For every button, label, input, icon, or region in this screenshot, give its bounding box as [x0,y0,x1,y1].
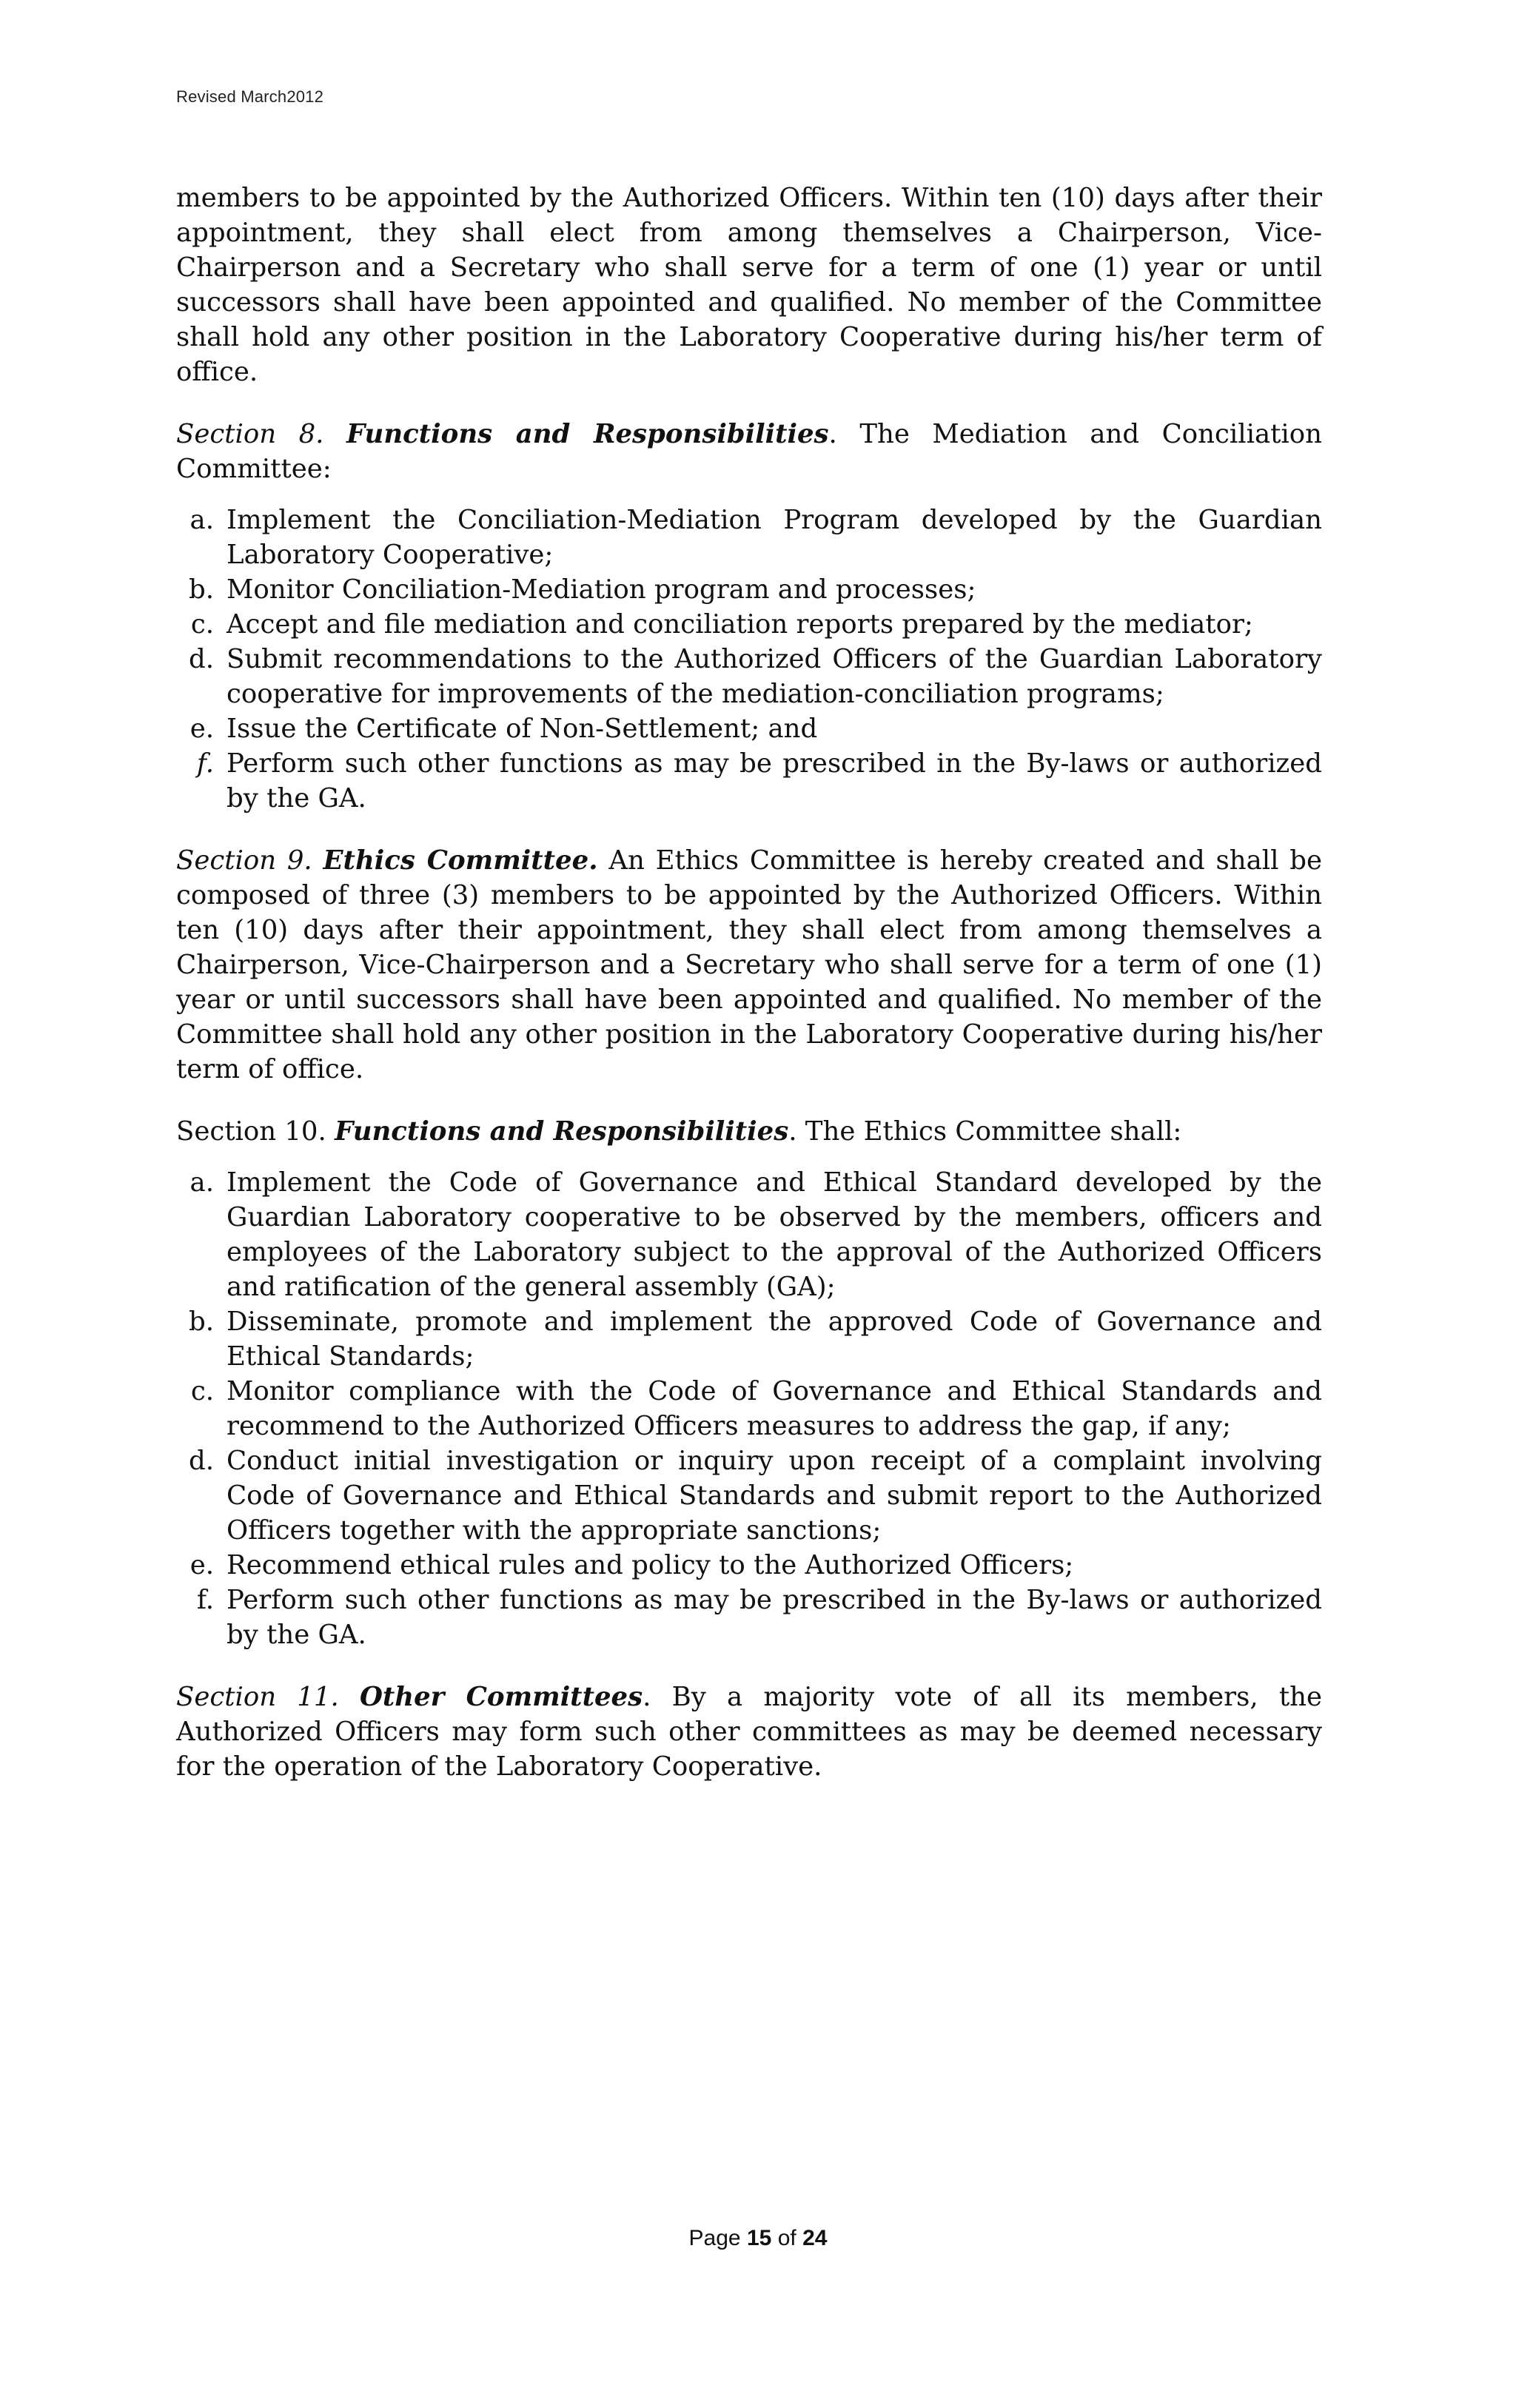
section-8-title: Functions and Responsibilities [346,419,829,449]
section-8-label: Section 8. [176,419,324,449]
of-word: of [777,2226,796,2250]
list-marker: c. [190,1376,214,1406]
list-item [176,1165,1322,1304]
list-marker: f. [196,1585,214,1615]
section-10-intro-text: . The Ethics Committee shall: [788,1116,1182,1147]
list-item-text: Implement the Conciliation-Mediation Program developed by the Guardian Laboratory Cooperative; [227,505,1322,570]
list-item [176,1374,1322,1443]
list-marker: c. [190,609,214,640]
list-item [176,572,1322,607]
section-10-heading [176,1114,1322,1149]
list-item [176,1304,1322,1374]
list-marker: e. [190,1550,214,1580]
list-item-text: Recommend ethical rules and policy to the Authorized Officers; [227,1550,1074,1580]
list-item-text: Disseminate, promote and implement the approved Code of Governance and Ethical Standards; [227,1307,1322,1372]
document-body [176,181,1322,1811]
section-11-paragraph [176,1680,1322,1784]
list-item-text: Perform such other functions as may be prescribed in the By-laws or authorized by the GA. [227,748,1322,814]
section-9-body: An Ethics Committee is hereby created and shall be composed of three (3) members to be appointed by the Authorized Officers. Within ten (10) days after their appointment, they shall elect from among themselves a Chairperson, Vice-Chairperson and a Secretary who shall serve for a term of one (1) year or until successors shall have been appointed and qualified. No member of the Committee shall hold any other position in the Laboratory Cooperative during his/her term of office. [176,845,1322,1084]
list-item [176,642,1322,711]
list-item-text: Issue the Certificate of Non-Settlement; and [227,714,818,744]
section-9-title: Ethics Committee. [323,845,598,876]
list-item-text: Submit recommendations to the Authorized Officers of the Guardian Laboratory cooperative for improvements of the mediation-conciliation programs; [227,644,1322,709]
section-10-label: Section 10. [176,1116,326,1147]
list-marker: a. [190,505,214,535]
section-11-body: . By a majority vote of all its members, the Authorized Officers may form such other committees as may be deemed necessary for the operation of the Laboratory Cooperative. [176,1682,1322,1782]
list-marker: b. [188,1307,214,1337]
section-8-intro-text: . The Mediation and Conciliation Committee: [176,419,1322,484]
list-item [176,746,1322,816]
list-item [176,711,1322,746]
list-item [176,1583,1322,1652]
section-11-title: Other Committees [359,1682,643,1712]
list-marker: d. [188,644,214,674]
section-8-list [176,503,1322,816]
list-marker: e. [190,714,214,744]
section-9-paragraph [176,843,1322,1087]
list-item [176,607,1322,642]
page-word: Page [688,2226,741,2250]
section-11-label: Section 11. [176,1682,339,1712]
section-9-label: Section 9. [176,845,312,876]
list-item-text: Conduct initial investigation or inquiry upon receipt of a complaint involving Code of Governance and Ethical Standards and submit report to the Authorized Officers together with the appropriate sanctions; [227,1446,1322,1546]
list-item-text: Perform such other functions as may be prescribed in the By-laws or authorized by the GA. [227,1585,1322,1650]
section-8-heading [176,417,1322,486]
list-marker: a. [190,1167,214,1198]
current-page: 15 [746,2226,772,2250]
list-item [176,503,1322,572]
list-marker: b. [188,574,214,605]
list-item-text: Monitor compliance with the Code of Governance and Ethical Standards and recommend to the Authorized Officers measures to address the gap, if any; [227,1376,1322,1441]
list-item-text: Accept and file mediation and conciliation reports prepared by the mediator; [227,609,1253,640]
list-marker: f. [196,748,214,779]
list-item-text: Implement the Code of Governance and Ethical Standard developed by the Guardian Laboratory cooperative to be observed by the members, officers and employees of the Laboratory subject to the approval of the Authorized Officers and ratification of the general assembly (GA); [227,1167,1322,1302]
list-item [176,1548,1322,1583]
list-marker: d. [188,1446,214,1476]
total-pages: 24 [802,2226,828,2250]
section-10-title: Functions and Responsibilities [335,1116,789,1147]
revision-note: Revised March2012 [176,87,324,106]
section-10-list [176,1165,1322,1652]
opening-paragraph: members to be appointed by the Authorized Officers. Within ten (10) days after their appointment, they shall elect from among themselves a Chairperson, Vice-Chairperson and a Secretary who shall serve for a term of one (1) year or until successors shall have been appointed and qualified. No member of the Committee shall hold any other position in the Laboratory Cooperative during his/her term of office. [176,183,1322,387]
list-item [176,1443,1322,1548]
page-number [0,2226,1516,2251]
list-item-text: Monitor Conciliation-Mediation program and processes; [227,574,976,605]
